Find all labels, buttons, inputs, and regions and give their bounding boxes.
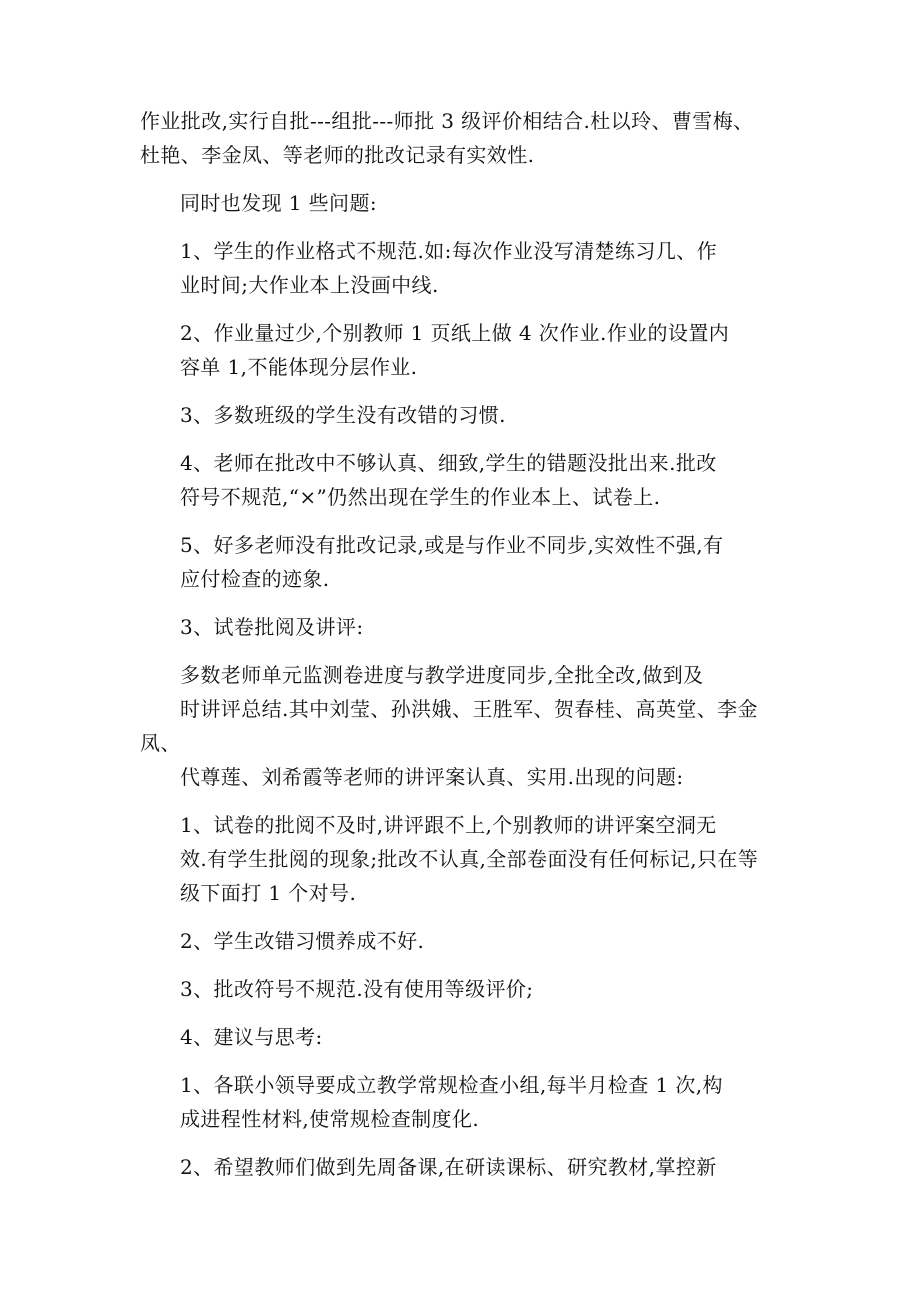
text-line: 业时间;大作业本上没画中线. (180, 273, 439, 297)
paragraph (140, 316, 780, 384)
paragraph (140, 808, 780, 910)
paragraph (140, 1150, 780, 1184)
text-line: 应付检查的迹象. (180, 567, 330, 591)
text-line: 多数老师单元监测卷进度与教学进度同步,全批全改,做到及 (180, 663, 704, 687)
text-line: 5、好多老师没有批改记录,或是与作业不同步,实效性不强,有 (180, 533, 724, 557)
paragraph (140, 658, 780, 794)
text-line: 1、试卷的批阅不及时,讲评跟不上,个别教师的讲评案空洞无 (180, 813, 717, 837)
text-line: 杜艳、李金凤、等老师的批改记录有实效性. (140, 143, 535, 167)
text-line: 3、批改符号不规范.没有使用等级评价; (180, 977, 534, 1001)
paragraph (140, 104, 780, 172)
paragraph (140, 186, 780, 220)
document-body (140, 104, 780, 1198)
paragraph (140, 398, 780, 432)
paragraph (140, 528, 780, 596)
text-line: 成进程性材料,使常规检查制度化. (180, 1107, 480, 1131)
paragraph (140, 234, 780, 302)
text-line: 效.有学生批阅的现象;批改不认真,全部卷面没有任何标记,只在等 (180, 847, 759, 871)
text-line: 容单 1,不能体现分层作业. (180, 355, 418, 379)
text-line: 2、学生改错习惯养成不好. (180, 929, 425, 953)
text-line: 2、作业量过少,个别教师 1 页纸上做 4 次作业.作业的设置内 (180, 321, 730, 345)
text-line: 3、试卷批阅及讲评: (180, 615, 364, 639)
text-line: 2、希望教师们做到先周备课,在研读课标、研究教材,掌控新 (180, 1155, 717, 1179)
text-line: 符号不规范,“×”仍然出现在学生的作业本上、试卷上. (180, 485, 661, 509)
paragraph (140, 446, 780, 514)
text-line: 4、老师在批改中不够认真、细致,学生的错题没批出来.批改 (180, 451, 717, 475)
paragraph (140, 972, 780, 1006)
text-line: 时讲评总结.其中刘莹、孙洪娥、王胜军、贺春桂、高英堂、李金凤、 (140, 697, 758, 755)
text-line: 作业批改,实行自批---组批---师批 3 级评价相结合.杜以玲、曹雪梅、 (140, 109, 754, 133)
text-line: 3、多数班级的学生没有改错的习惯. (180, 403, 506, 427)
section-heading (140, 610, 780, 644)
text-line: 代尊莲、刘希霞等老师的讲评案认真、实用.出现的问题: (180, 765, 684, 789)
text-line: 级下面打 1 个对号. (180, 881, 357, 905)
text-line: 1、各联小领导要成立教学常规检查小组,每半月检查 1 次,构 (180, 1073, 723, 1097)
text-line: 1、学生的作业格式不规范.如:每次作业没写清楚练习几、作 (180, 239, 718, 263)
text-line: 4、建议与思考: (180, 1025, 323, 1049)
section-heading (140, 1020, 780, 1054)
text-line: 同时也发现 1 些问题: (180, 191, 377, 215)
paragraph (140, 1068, 780, 1136)
paragraph (140, 924, 780, 958)
